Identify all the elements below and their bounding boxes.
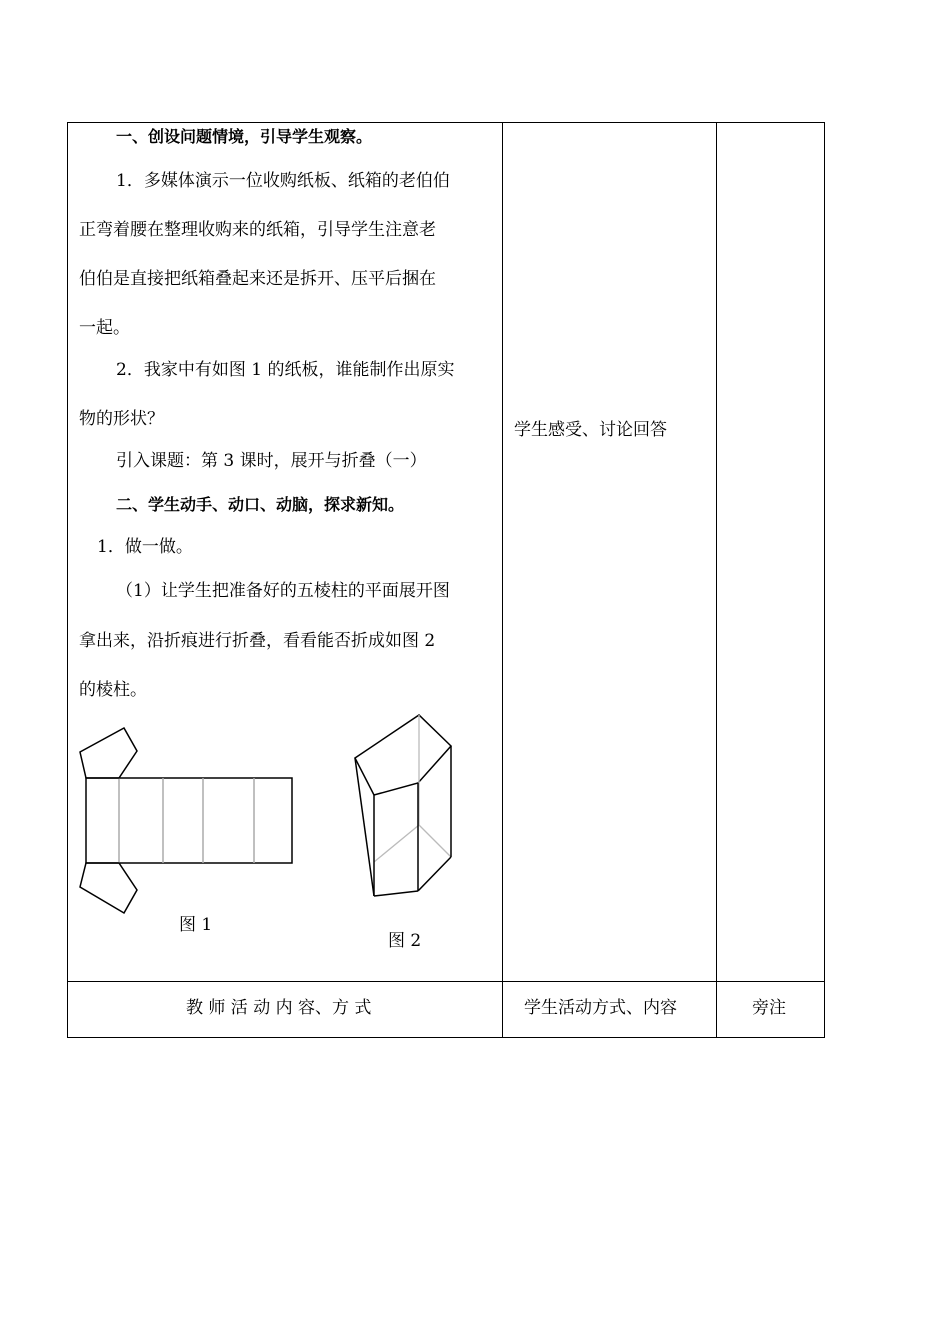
sub-heading: 1．做一做。 [97, 537, 193, 557]
paragraph-line: 一起。 [79, 318, 130, 338]
paragraph-line: 正弯着腰在整理收购来的纸箱，引导学生注意老 [79, 220, 436, 240]
student-response: 学生感受、讨论回答 [514, 420, 667, 440]
section-heading-2: 二、学生动手、动口、动脑，探求新知。 [116, 495, 405, 514]
section-heading-1: 一、创设问题情境，引导学生观察。 [116, 127, 373, 146]
paragraph-line: 拿出来，沿折痕进行折叠，看看能否折成如图 2 [79, 631, 436, 651]
paragraph-line: 2．我家中有如图 1 的纸板，谁能制作出原实 [116, 360, 455, 380]
paragraph-line: （1）让学生把准备好的五棱柱的平面展开图 [116, 581, 450, 601]
footer-teacher-column-label: 教 师 活 动 内 容、方 式 [186, 998, 372, 1018]
paragraph-line: 的棱柱。 [79, 680, 147, 700]
footer-notes-column-label: 旁注 [752, 998, 786, 1018]
paragraph-line: 物的形状？ [79, 409, 164, 429]
figure-2-caption: 图 2 [388, 931, 422, 951]
footer-student-column-label: 学生活动方式、内容 [524, 998, 677, 1018]
paragraph-line: 1．多媒体演示一位收购纸板、纸箱的老伯伯 [116, 171, 450, 191]
lesson-topic: 引入课题：第 3 课时，展开与折叠（一） [116, 451, 427, 471]
paragraph-line: 伯伯是直接把纸箱叠起来还是拆开、压平后捆在 [79, 269, 436, 289]
figure-1-caption: 图 1 [179, 915, 213, 935]
